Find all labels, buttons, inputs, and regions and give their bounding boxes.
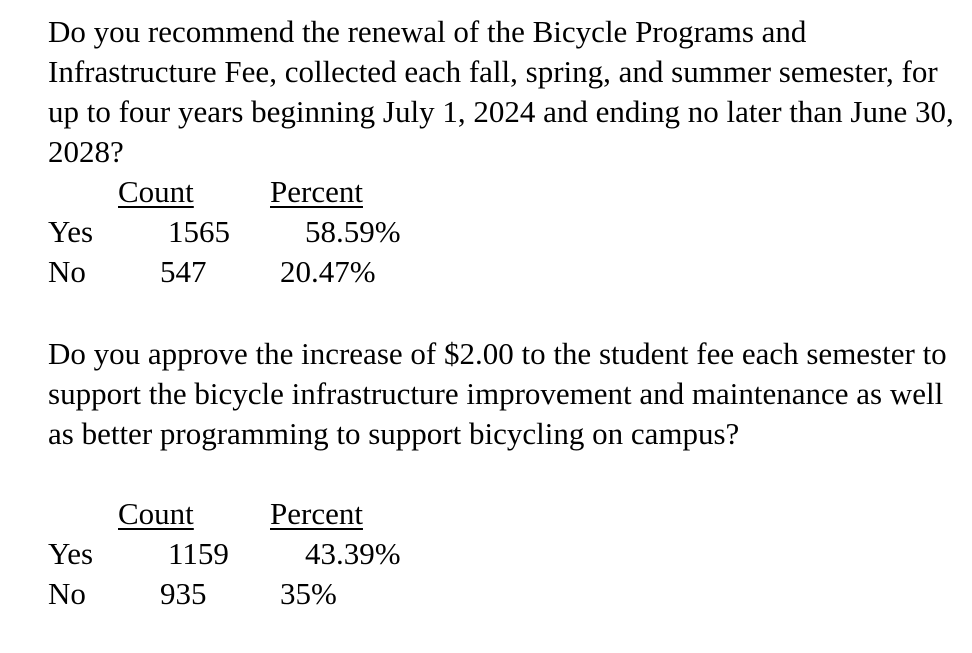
percent-header: Percent [270,496,363,531]
count-header: Count [118,496,194,531]
no-percent: 35% [280,576,337,611]
yes-percent: 43.39% [305,536,401,571]
count-header: Count [118,174,194,209]
yes-count: 1565 [168,214,230,249]
question-2-results-table [0,494,972,614]
row-label-no: No [48,576,86,611]
row-label-yes: Yes [48,214,94,249]
yes-percent: 58.59% [305,214,401,249]
question-1-text: Do you recommend the renewal of the Bicycle Programs and Infrastructure Fee, collected each fall, spring, and summer semester, for up to four years beginning July 1, 2024 and ending no later than June 30, 2028? [48,14,954,169]
yes-count: 1159 [168,536,229,571]
row-label-no: No [48,254,86,289]
no-count: 547 [160,254,207,289]
no-count: 935 [160,576,207,611]
no-percent: 20.47% [280,254,376,289]
row-label-yes: Yes [48,536,94,571]
question-1-results-table [0,172,972,292]
question-2-text: Do you approve the increase of $2.00 to the student fee each semester to support the bicycle infrastructure improvement and maintenance as well as better programming to support bicycling on campus? [48,336,947,451]
percent-header: Percent [270,174,363,209]
